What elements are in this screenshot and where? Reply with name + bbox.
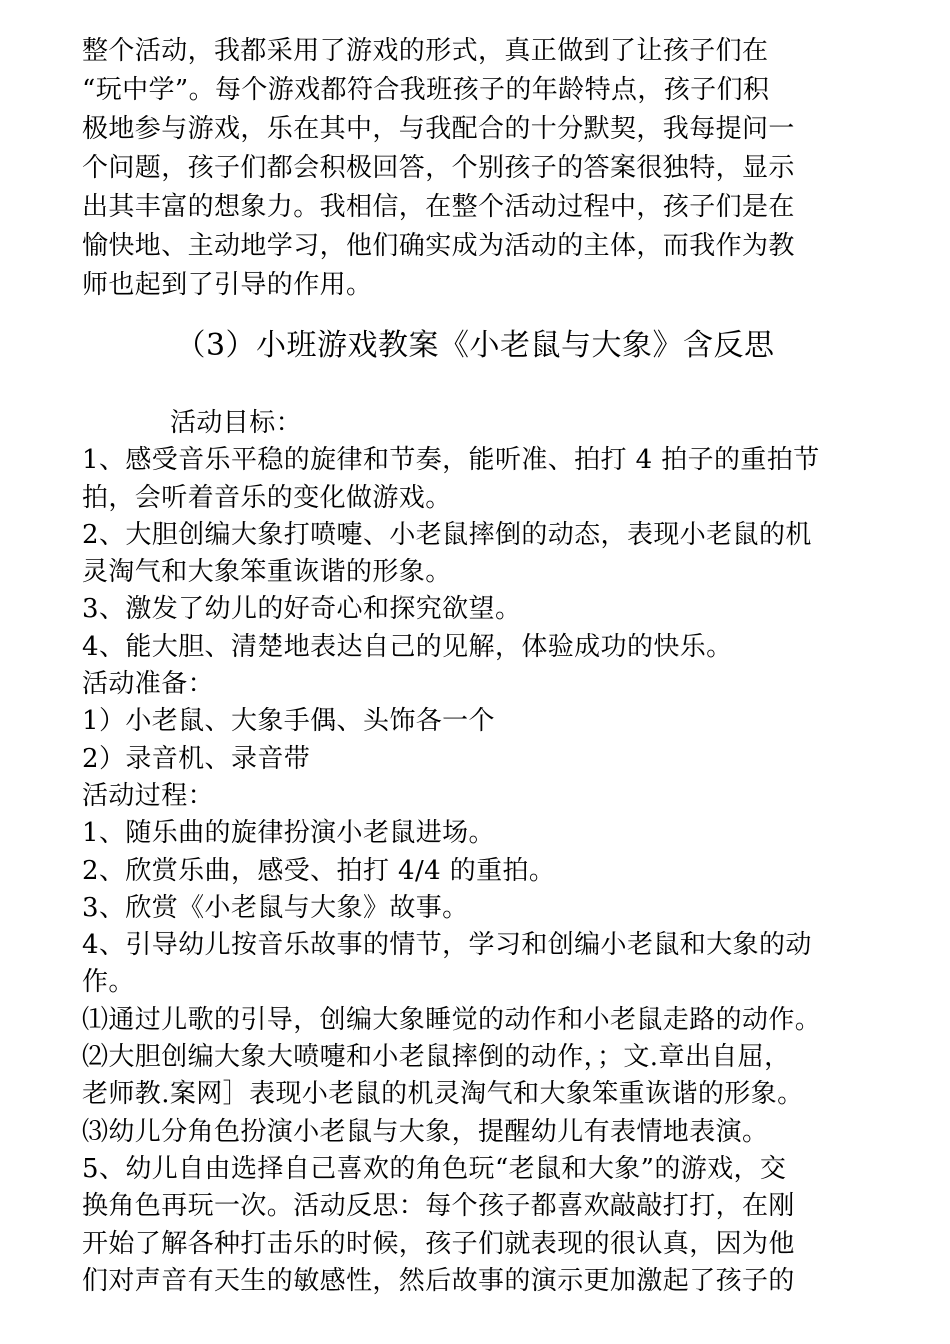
sub-step-2-line-1: ⑵大胆创编大象大喷嚏和小老鼠摔倒的动作，；文.章出自屈， [82, 1042, 791, 1073]
process-step-2: 2、欣赏乐曲，感受、拍打 4/4 的重拍。 [82, 855, 556, 886]
process-step-5-line-2: 换角色再玩一次。活动反思：每个孩子都喜欢敲敲打打，在刚 [82, 1191, 795, 1222]
goal-4: 4、能大胆、清楚地表达自己的见解，体验成功的快乐。 [82, 631, 733, 662]
process-step-1: 1、随乐曲的旋律扮演小老鼠进场。 [82, 818, 495, 849]
preparation-label: 活动准备： [82, 669, 215, 700]
process-step-3: 3、欣赏《小老鼠与大象》故事。 [82, 892, 469, 923]
sub-step-1: ⑴通过儿歌的引导，创编大象睡觉的动作和小老鼠走路的动作。 [82, 1004, 822, 1035]
goal-2-line-1: 2、大胆创编大象打喷嚏、小老鼠摔倒的动态，表现小老鼠的机 [82, 519, 812, 550]
sub-step-3: ⑶幼儿分角色扮演小老鼠与大象，提醒幼儿有表情地表演。 [82, 1116, 769, 1147]
process-label: 活动过程： [82, 780, 215, 811]
intro-paragraph: 整个活动，我都采用了游戏的形式，真正做到了让孩子们在 “玩中学”。每个游戏都符合我班孩子的年龄特点，孩子们积 极地参与游戏，乐在其中，与我配合的十分默契，我每提问一 个问题，孩子们都会积极回答，个别孩子的答案很独特，显示 出其丰富的想象力。我相信，在整个活动过程中，孩子们是在 愉快地、主动地学习，他们确实成为活动的主体，而我作为教 师也起到了引导的作用。 [82, 36, 795, 300]
activity-goals-label: 活动目标： [170, 408, 303, 438]
reflection-line-2: 们对声音有天生的敏感性，然后故事的演示更加激起了孩子的 [82, 1265, 795, 1296]
goal-1-line-2: 拍，会听着音乐的变化做游戏。 [82, 482, 452, 513]
goal-3: 3、激发了幼儿的好奇心和探究欲望。 [82, 594, 522, 625]
goal-1-line-1: 1、感受音乐平稳的旋律和节奏，能听准、拍打 4 拍子的重拍节 [82, 445, 820, 476]
goal-2-line-2: 灵淘气和大象笨重诙谐的形象。 [82, 557, 452, 588]
sub-step-2-line-2: 老师教.案网］表现小老鼠的机灵淘气和大象笨重诙谐的形象。 [82, 1079, 804, 1110]
preparation-item-2: 2）录音机、录音带 [82, 743, 311, 774]
section-heading: （3）小班游戏教案《小老鼠与大象》含反思 [175, 328, 775, 363]
lesson-plan-body [82, 405, 882, 1300]
process-step-4-line-2: 作。 [82, 967, 135, 998]
process-step-5-line-1: 5、幼儿自由选择自己喜欢的角色玩“老鼠和大象”的游戏，交 [82, 1153, 787, 1184]
process-step-4-line-1: 4、引导幼儿按音乐故事的情节，学习和创编小老鼠和大象的动 [82, 930, 812, 961]
reflection-line-1: 开始了解各种打击乐的时候，孩子们就表现的很认真，因为他 [82, 1228, 795, 1259]
preparation-item-1: 1）小老鼠、大象手偶、头饰各一个 [82, 706, 495, 737]
